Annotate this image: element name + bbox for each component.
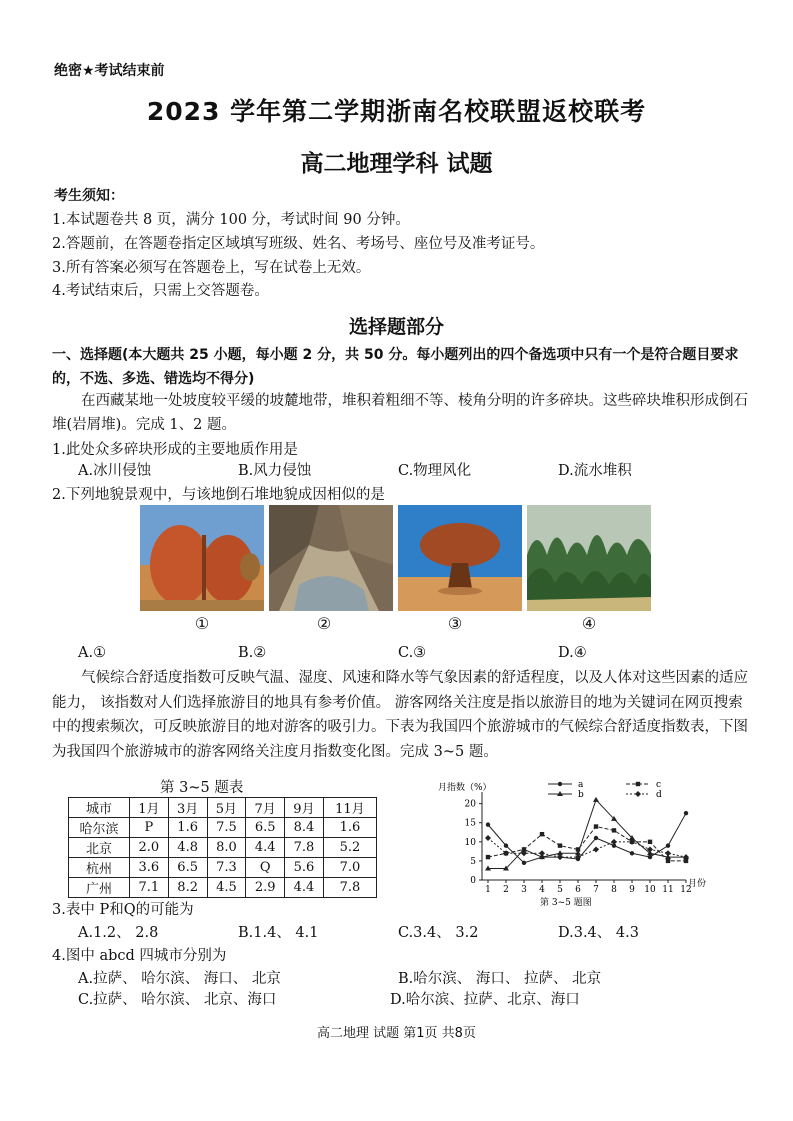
table-header-cell: 9月 — [285, 798, 324, 818]
q1-option-d: D.流水堆积 — [558, 463, 632, 479]
chart-point-c — [648, 840, 652, 844]
question-4: 4.图中 abcd 四城市分别为 — [52, 948, 227, 964]
section-title: 选择题部分 — [348, 316, 444, 338]
question-stem-1: 在西藏某地一处坡度较平缓的坡麓地带，堆积着粗细不等、棱角分明的许多碎块。这些碎块堆积形成倒石堆(岩屑堆)。完成 1、2 题。 — [52, 393, 748, 433]
table-row — [69, 838, 377, 858]
table-cell: 5.6 — [285, 858, 324, 878]
q2-option-d: D.④ — [558, 645, 587, 661]
chart-x-tick-label: 9 — [629, 885, 635, 895]
chart-x-tick-label: 10 — [644, 885, 656, 895]
comfort-index-table — [68, 797, 377, 898]
chart-point-a — [648, 855, 652, 859]
chart-legend-label: a — [578, 780, 584, 790]
exam-title: 2023 学年第二学期浙南名校联盟返校联考 — [146, 97, 647, 126]
table-cell: 8.0 — [207, 838, 246, 858]
chart-point-a — [504, 843, 508, 847]
chart-caption: 第 3~5 题图 — [540, 898, 592, 908]
q3-option-a: A.1.2、 2.8 — [78, 925, 159, 941]
photo-label-2: ② — [316, 614, 332, 633]
landform-photo-2 — [269, 505, 393, 611]
notice-item: 1.本试题卷共 8 页，满分 100 分，考试时间 90 分钟。 — [52, 212, 410, 228]
chart-point-b — [593, 797, 599, 802]
notice-heading: 考生须知： — [54, 188, 124, 204]
chart-legend-label: c — [656, 780, 662, 790]
exam-subtitle: 高二地理学科 试题 — [300, 151, 493, 177]
chart-legend-label: b — [578, 790, 584, 800]
chart-point-c — [612, 828, 616, 832]
table-header-row — [69, 798, 377, 818]
q1-option-c: C.物理风化 — [398, 463, 472, 479]
chart-point-c — [540, 832, 544, 836]
chart-x-tick-label: 11 — [662, 885, 674, 895]
chart-x-tick-label: 5 — [557, 885, 563, 895]
table-cell: 2.0 — [130, 838, 169, 858]
landform-photo-4 — [527, 505, 651, 611]
table-cell: 5.2 — [323, 838, 376, 858]
question-3: 3.表中 P和Q的可能为 — [52, 902, 194, 918]
chart-ylabel: 月指数（%） — [438, 783, 492, 793]
chart-y-tick-label: 5 — [470, 856, 476, 867]
chart-y-tick-label: 15 — [464, 818, 476, 829]
table-header-cell: 1月 — [130, 798, 169, 818]
chart-point-d — [485, 835, 491, 841]
q4-option-d: D.哈尔滨、拉萨、北京、海口 — [390, 992, 580, 1008]
notice-item: 2.答题前，在答题卷指定区域填写班级、姓名、考场号、座位号及准考证号。 — [52, 236, 545, 252]
table-cell: Q — [246, 858, 285, 878]
photo-label-1: ① — [194, 614, 210, 633]
photo-label-4: ④ — [581, 614, 597, 633]
table-cell: 4.5 — [207, 878, 246, 898]
chart-y-tick-label: 0 — [470, 876, 476, 886]
chart-point-d — [665, 850, 671, 856]
chart-x-tick-label: 7 — [593, 885, 599, 895]
table-cell: P — [130, 818, 169, 838]
table-cell: 7.8 — [323, 878, 376, 898]
landform-photo-1 — [140, 505, 264, 611]
table-cell: 7.0 — [323, 858, 376, 878]
q4-option-c: C.拉萨、 哈尔滨、 北京、海口 — [78, 992, 277, 1008]
table-cell: 7.1 — [130, 878, 169, 898]
table-cell: 6.5 — [246, 818, 285, 838]
q1-option-a: A.冰川侵蚀 — [78, 463, 152, 479]
table-cell: 1.6 — [323, 818, 376, 838]
table-cell: 2.9 — [246, 878, 285, 898]
q4-option-b: B.哈尔滨、 海口、 拉萨、 北京 — [398, 971, 602, 987]
chart-point-a — [486, 822, 490, 826]
table-header-cell: 3月 — [168, 798, 207, 818]
page-footer: 高二地理 试题 第1页 共8页 — [317, 1026, 476, 1041]
chart-legend-marker — [558, 782, 562, 786]
chart-point-d — [611, 839, 617, 845]
q3-option-c: C.3.4、 3.2 — [398, 925, 479, 941]
chart-point-a — [594, 836, 598, 840]
table-cell: 7.3 — [207, 858, 246, 878]
chart-x-tick-label: 3 — [521, 885, 527, 895]
chart-legend-label: d — [656, 790, 662, 800]
chart-point-c — [666, 859, 670, 863]
photo-label-3: ③ — [447, 614, 463, 633]
table-cell: 1.6 — [168, 818, 207, 838]
q3-option-b: B.1.4、 4.1 — [238, 925, 319, 941]
table-header-cell: 城市 — [69, 798, 130, 818]
chart-point-a — [522, 861, 526, 865]
table-cell: 4.4 — [285, 878, 324, 898]
chart-point-c — [594, 824, 598, 828]
chart-point-c — [576, 847, 580, 851]
table-cell: 北京 — [69, 838, 130, 858]
chart-point-c — [558, 843, 562, 847]
table-cell: 3.6 — [130, 858, 169, 878]
q2-option-b: B.② — [238, 645, 267, 661]
table-header-cell: 7月 — [246, 798, 285, 818]
q2-option-a: A.① — [78, 645, 107, 661]
table-cell: 哈尔滨 — [69, 818, 130, 838]
table-header-cell: 11月 — [323, 798, 376, 818]
notice-item: 4.考试结束后，只需上交答题卷。 — [52, 283, 269, 299]
attention-index-chart — [430, 776, 720, 908]
chart-point-d — [593, 846, 599, 852]
q3-option-d: D.3.4、 4.3 — [558, 925, 639, 941]
q4-option-a: A.拉萨、 哈尔滨、 海口、 北京 — [78, 971, 281, 987]
chart-point-d — [539, 850, 545, 856]
chart-x-tick-label: 2 — [503, 885, 509, 895]
chart-series-line-b — [488, 800, 686, 869]
landform-photo-3 — [398, 505, 522, 611]
table-cell: 杭州 — [69, 858, 130, 878]
chart-x-tick-label: 1 — [485, 885, 491, 895]
chart-point-a — [666, 843, 670, 847]
chart-point-a — [630, 851, 634, 855]
table-cell: 6.5 — [168, 858, 207, 878]
chart-y-tick-label: 20 — [464, 799, 476, 810]
question-1: 1.此处众多碎块形成的主要地质作用是 — [52, 442, 298, 458]
table-cell: 7.5 — [207, 818, 246, 838]
table-header-cell: 5月 — [207, 798, 246, 818]
table-cell: 4.8 — [168, 838, 207, 858]
q1-option-b: B.风力侵蚀 — [238, 463, 312, 479]
secret-label: 绝密★考试结束前 — [54, 63, 165, 79]
table-row — [69, 878, 377, 898]
chart-point-a — [684, 811, 688, 815]
chart-x-tick-label: 6 — [575, 885, 581, 895]
table-cell: 8.4 — [285, 818, 324, 838]
question-2: 2.下列地貌景观中，与该地倒石堆地貌成因相似的是 — [52, 487, 385, 503]
chart-xlabel: 月份 — [688, 879, 707, 889]
q2-option-c: C.③ — [398, 645, 427, 661]
table-cell: 8.2 — [168, 878, 207, 898]
chart-legend-marker — [635, 791, 641, 797]
section-instruction: 一、选择题(本大题共 25 小题，每小题 2 分，共 50 分。每小题列出的四个备选项中只有一个是符合题目要求的，不选、多选、错选均不得分) — [52, 347, 739, 387]
table-row — [69, 818, 377, 838]
table-row — [69, 858, 377, 878]
table-cell: 7.8 — [285, 838, 324, 858]
table-cell: 4.4 — [246, 838, 285, 858]
chart-x-tick-label: 8 — [611, 885, 617, 895]
chart-x-tick-label: 4 — [539, 885, 545, 895]
notice-item: 3.所有答案必须写在答题卷上，写在试卷上无效。 — [52, 260, 371, 276]
chart-legend-marker — [636, 782, 640, 786]
table-caption: 第 3~5 题表 — [160, 780, 244, 796]
table-cell: 广州 — [69, 878, 130, 898]
chart-y-tick-label: 10 — [464, 837, 476, 848]
question-stem-2: 气候综合舒适度指数可反映气温、湿度、风速和降水等气象因素的舒适程度，以及人体对这些因素的适应能力， 该指数对人们选择旅游目的地具有参考价值。 游客网络关注度是指以旅游目的地为关键词在网页搜索中的搜索频次，可反映旅游目的地对游客的吸引力。下表为我国四个旅游城市的气候综合舒适度指数表，下图为我国四个旅游城市的游客网络关注度月指数变化图。完成 3~5 题。 — [52, 670, 748, 760]
chart-point-c — [486, 855, 490, 859]
chart-x-tick-label: 12 — [680, 885, 692, 895]
